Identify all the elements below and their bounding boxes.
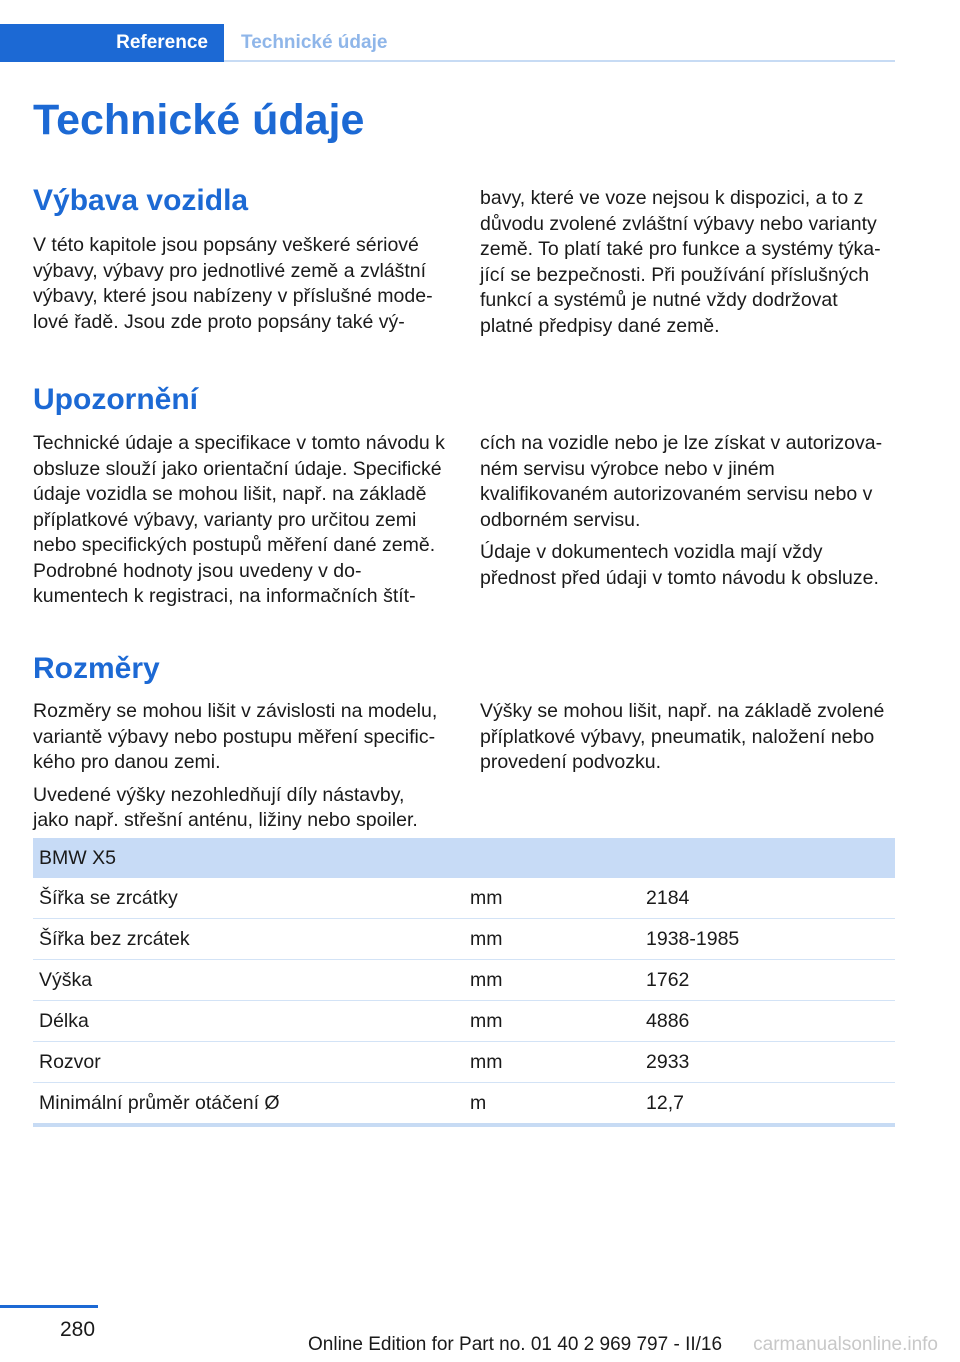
paragraph: bavy, které ve voze nejsou k dispozici, a to z důvodu zvolené zvláštní výbavy nebo varianty země. To platí také pro funkce a systémy týkající se bezpečnosti. Při používání příslušných funkcí a systémů je nutné vždy dodržovat platné předpisy dané země. [480,187,881,337]
header-divider [224,60,895,62]
table-cell-label: Minimální průměr otáčení Ø [33,1083,464,1126]
table-row [33,919,895,960]
page-number: 280 [60,1318,96,1341]
table-cell-label: Výška [33,960,464,1001]
table-cell-label: Délka [33,1001,464,1042]
table-cell-value: 4886 [640,1001,895,1042]
footer-divider [0,1305,98,1308]
section-vybava-right [480,186,892,346]
table-cell-label: Šířka bez zrcátek [33,919,464,960]
section-title-upozorneni: Upozornění [33,383,198,416]
table-row [33,1083,895,1126]
tab-technicke-udaje[interactable] [224,24,387,62]
paragraph: Technické údaje a specifikace v tomto návodu k obsluze slouží jako orientační údaje. Specifické údaje vozidla se mohou lišit, např. na základě příplatkové výbavy, varianty pro určitou zemi nebo specifických postupů měření dané země. Podrobné hodnoty jsou uvedeny v dokumentech k registraci, na informačních štít‐ [33,432,445,607]
table-row [33,1042,895,1083]
table-cell-unit: mm [464,878,640,919]
paragraph: Uvedené výšky nezohledňují díly nástavby, jako např. střešní anténu, ližiny nebo spoiler. [33,783,418,831]
paragraph: V této kapitole jsou popsány veškeré sériové výbavy, výbavy pro jednotlivé země a zvláštní výbavy, které jsou nabízeny v příslušné modelové řadě. Jsou zde proto popsány také vý‐ [33,234,433,333]
table-row [33,878,895,919]
table-cell-unit: mm [464,1042,640,1083]
table-cell-value: 2184 [640,878,895,919]
table-cell-label: Rozvor [33,1042,464,1083]
tab-technicke-udaje-label: Technické údaje [241,32,388,53]
table-row [33,1001,895,1042]
tab-reference-label: Reference [116,32,208,53]
dimensions-table [33,838,895,1127]
table-row [33,960,895,1001]
table-cell-value: 1938-1985 [640,919,895,960]
section-vybava-left [33,233,445,342]
section-title-vybava: Výbava vozidla [33,184,249,217]
page-title: Technické údaje [33,96,365,144]
table-cell-value: 12,7 [640,1083,895,1126]
section-upozorneni-right [480,431,892,598]
section-title-rozmery: Rozměry [33,652,160,685]
table-cell-value: 2933 [640,1042,895,1083]
header-bar [0,24,895,62]
paragraph: Rozměry se mohou lišit v závislosti na modelu, variantě výbavy nebo postupu měření specifického pro danou zemi. [33,700,438,773]
paragraph: Výšky se mohou lišit, např. na základě zvolené příplatkové výbavy, pneumatik, naložení nebo provedení podvozku. [480,700,885,773]
table-cell-unit: m [464,1083,640,1126]
table-cell-value: 1762 [640,960,895,1001]
paragraph: Údaje v dokumentech vozidla mají vždy přednost před údaji v tomto návodu k obsluze. [480,541,879,589]
edition-text: Online Edition for Part no. 01 40 2 969 797 - II/16 [308,1334,723,1355]
table-cell-label: Šířka se zrcátky [33,878,464,919]
section-upozorneni-left [33,431,445,617]
table-cell-unit: mm [464,919,640,960]
watermark: carmanualsonline.info [753,1334,938,1355]
paragraph: cích na vozidle nebo je lze získat v autorizovaném servisu výrobce nebo v jiném kvalifikovaném autorizovaném servisu nebo v odborném servisu. [480,432,883,531]
table-header-cell: BMW X5 [33,838,895,878]
table-cell-unit: mm [464,960,640,1001]
table-cell-unit: mm [464,1001,640,1042]
section-rozmery-right [480,699,892,783]
table-header-row [33,838,895,878]
section-rozmery-left [33,699,445,841]
tab-reference[interactable] [0,24,224,62]
